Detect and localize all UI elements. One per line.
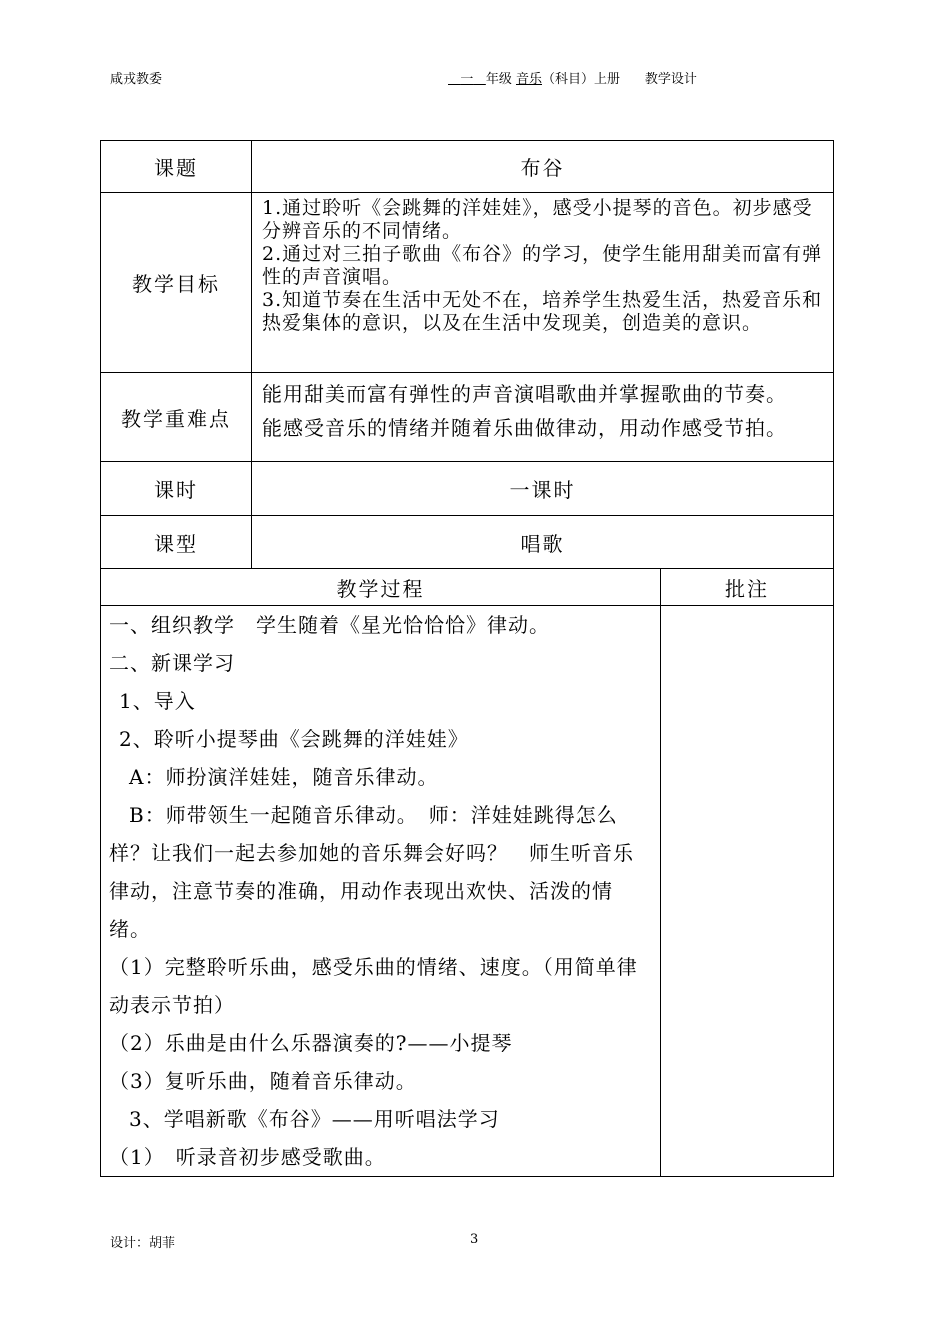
- period-row: [101, 462, 834, 516]
- header-org: 咸戎教委: [110, 72, 163, 87]
- process-header: 教学过程: [101, 569, 661, 606]
- type-value: 唱歌: [252, 516, 834, 569]
- process-header-row: [101, 569, 834, 606]
- process-body-row: [101, 606, 834, 1177]
- objectives-row: [101, 193, 834, 373]
- key-points-cell: [252, 373, 834, 462]
- notes-header: 批注: [661, 569, 834, 606]
- objective-item: 3.知道节奏在生活中无处不在，培养学生热爱生活，热爱音乐和热爱集体的意识，以及在生活中发现美，创造美的意识。: [262, 289, 823, 334]
- period-label: 课时: [101, 462, 252, 516]
- type-row: [101, 516, 834, 569]
- process-line: 二、新课学习: [109, 651, 235, 675]
- header-grade: 一: [460, 72, 474, 87]
- header-subject-suffix: （科目）上册: [542, 72, 621, 87]
- process-line: 2、聆听小提琴曲《会跳舞的洋娃娃》: [119, 727, 469, 751]
- objective-item: 1.通过聆听《会跳舞的洋娃娃》，感受小提琴的音色。初步感受分辨音乐的不同情绪。: [262, 197, 813, 242]
- process-line: （3）复听乐曲，随着音乐律动。: [109, 1069, 417, 1093]
- process-line: A：师扮演洋娃娃，随音乐律动。: [129, 765, 439, 789]
- footer-designer: 设计：胡菲: [110, 1236, 176, 1251]
- notes-cell: [661, 606, 834, 1177]
- header-grade-suffix: 年级: [485, 72, 512, 87]
- process-line: （2）乐曲是由什么乐器演奏的?——小提琴: [109, 1031, 513, 1055]
- objectives-label: 教学目标: [101, 193, 252, 373]
- period-value: 一课时: [252, 462, 834, 516]
- lesson-plan-table: [100, 140, 834, 1177]
- key-points-label: 教学重难点: [101, 373, 252, 462]
- header-subject: 音乐: [515, 72, 542, 87]
- objectives-cell: [252, 193, 834, 373]
- process-line: B：师带领生一起随音乐律动。 师：洋娃娃跳得怎么样？让我们一起去参加她的音乐舞会好吗？ 师生听音乐律动，注意节奏的准确，用动作表现出欢快、活泼的情绪。: [109, 803, 634, 941]
- header-doc-type: 教学设计: [644, 72, 697, 87]
- topic-row: [101, 141, 834, 193]
- topic-label: 课题: [101, 141, 252, 193]
- process-line: 3、学唱新歌《布谷》——用听唱法学习: [129, 1107, 500, 1131]
- process-line: 1、导入: [119, 689, 196, 713]
- objective-item: 2.通过对三拍子歌曲《布谷》的学习，使学生能用甜美而富有弹性的声音演唱。: [262, 243, 823, 288]
- page-number: 3: [470, 1232, 479, 1247]
- key-point-item: 能用甜美而富有弹性的声音演唱歌曲并掌握歌曲的节奏。: [262, 382, 787, 406]
- process-line: （1）完整聆听乐曲，感受乐曲的情绪、速度。（用简单律动表示节拍）: [109, 955, 638, 1017]
- process-line: （1） 听录音初步感受歌曲。: [109, 1145, 386, 1169]
- key-point-item: 能感受音乐的情绪并随着乐曲做律动，用动作感受节拍。: [262, 416, 787, 440]
- type-label: 课型: [101, 516, 252, 569]
- key-points-row: [101, 373, 834, 462]
- process-line: 一、组织教学 学生随着《星光恰恰恰》律动。: [109, 613, 550, 637]
- process-content: [101, 606, 661, 1177]
- header-course-info: [448, 68, 697, 87]
- topic-value: 布谷: [252, 141, 834, 193]
